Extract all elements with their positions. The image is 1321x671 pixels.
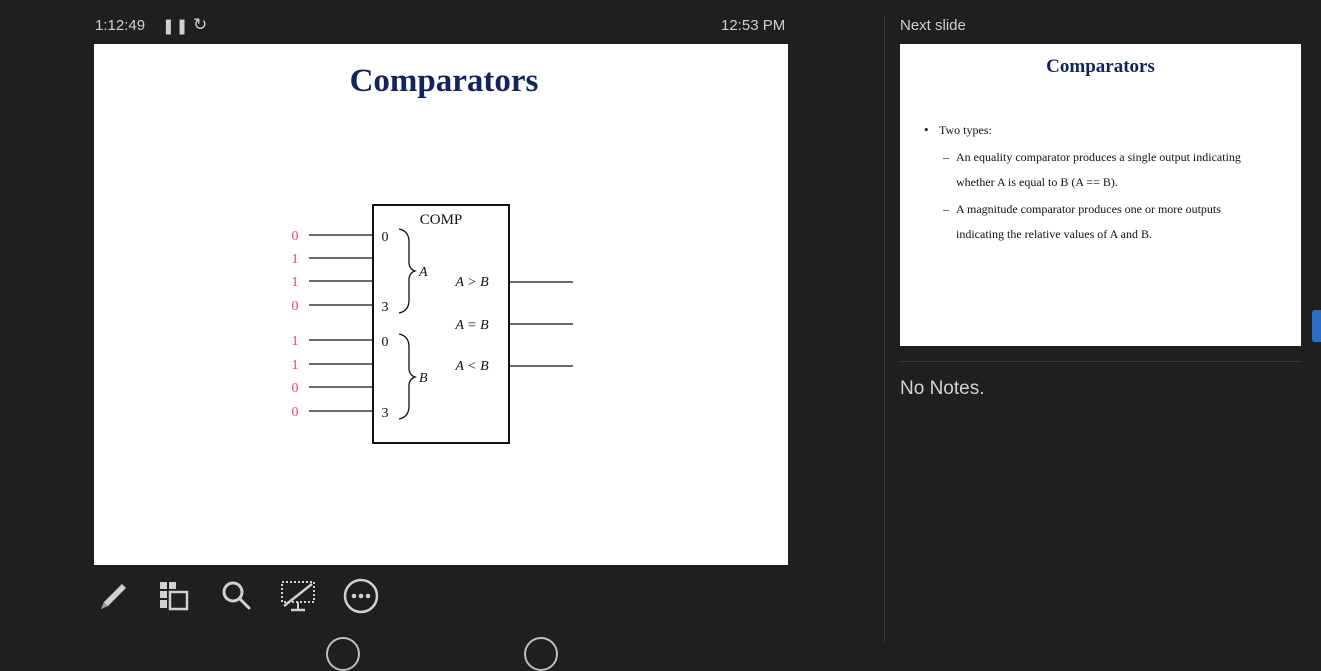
b-end-index: 3 [381,406,389,421]
output-lt-label: A < B [455,359,489,374]
a-end-index: 3 [381,300,389,315]
monitor-icon[interactable] [278,576,318,616]
current-slide[interactable] [94,44,788,565]
bit-b2: 0 [291,381,299,396]
next-slide-bullet-marker: • [924,122,929,137]
clock: 12:53 PM [721,17,786,34]
previous-slide-button[interactable] [326,637,360,671]
pane-divider [884,15,885,643]
comparator-diagram [94,44,788,565]
restart-icon[interactable]: ↻ [193,15,208,34]
block-label: COMP [419,212,463,228]
sub-bullet-2-line-2: indicating the relative values of A and B. [956,227,1152,241]
bit-a0: 0 [291,229,299,244]
bit-a3: 0 [291,299,299,314]
bit-b3: 0 [291,405,299,420]
bit-b1: 1 [291,358,299,373]
sub-bullet-1-line-2: whether A is equal to B (A == B). [956,175,1118,189]
sub-bullet-marker-2: – [943,202,949,216]
input-bits [292,229,299,420]
b-brace [399,334,415,419]
slide-title: Comparators [349,63,539,99]
sub-bullet-1-line-1: An equality comparator produces a single output indicating [956,150,1241,164]
bit-a2: 1 [291,275,299,290]
output-gt-label: A > B [455,275,489,290]
b-label: B [419,371,428,386]
output-lines [509,282,573,366]
sub-bullet-2-line-1: A magnitude comparator produces one or more outputs [956,202,1221,216]
a-label: A [419,265,428,280]
pen-icon[interactable] [93,576,133,616]
a-brace [399,229,415,313]
elapsed-timer: 1:12:49 [95,17,146,34]
sub-bullet-marker-1: – [943,150,949,164]
more-options-icon[interactable] [341,576,381,616]
next-slide-button[interactable] [524,637,558,671]
output-eq-label: A = B [455,318,489,333]
panel-scroll-handle[interactable] [1312,310,1321,342]
pause-icon[interactable]: ❚❚ [162,18,190,35]
speaker-notes: No Notes. [900,378,985,399]
bit-a1: 1 [291,252,299,267]
next-slide-bullet: Two types: [939,123,992,137]
zoom-icon[interactable] [216,576,256,616]
next-slide-header: Next slide [900,17,966,34]
next-slide-preview[interactable] [900,44,1301,346]
b-start-index: 0 [381,335,389,350]
input-lines [309,235,373,411]
notes-divider [900,361,1301,362]
slides-grid-icon[interactable] [153,576,193,616]
bit-b0: 1 [291,334,299,349]
next-slide-title: Comparators [1046,56,1155,77]
a-start-index: 0 [381,230,389,245]
